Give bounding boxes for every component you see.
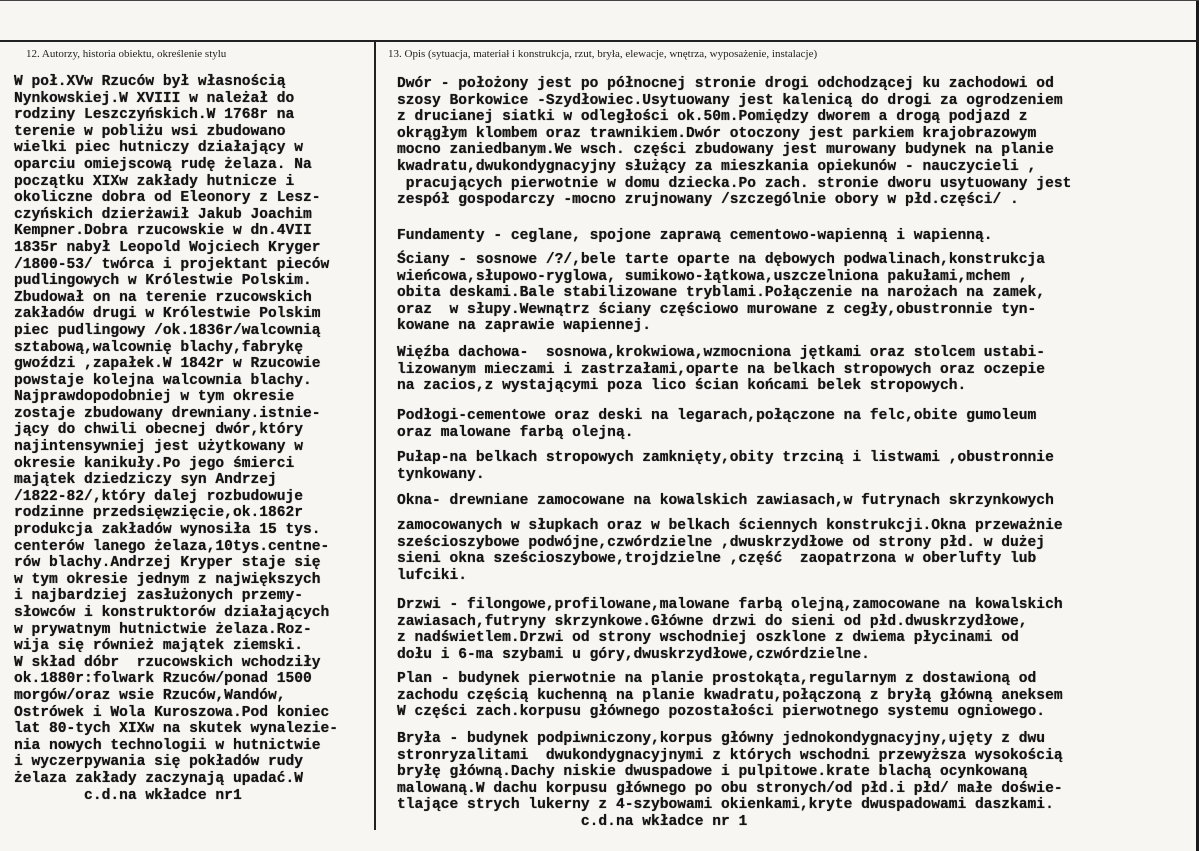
history-line: słowców i konstruktorów działających [14, 605, 330, 621]
description-line: Fundamenty - ceglane, spojone zaprawą cementowo-wapienną i wapienną. [397, 228, 993, 244]
history-line: Kempner.Dobra rzucowskie w dn.4VII [14, 223, 312, 240]
history-line: piec pudlingowy /ok.1836r/walcownią [14, 322, 321, 339]
history-line: nia nowych technologii w hutnictwie [14, 737, 321, 754]
description-paragraph [397, 228, 993, 245]
history-line: jący do chwili obecnej dwór,który [14, 422, 304, 439]
history-line: lat 80-tych XIXw na skutek wynalezie- [14, 721, 339, 738]
top-border [0, 0, 1199, 1]
left-column-header: 12. Autorzy, historia obiektu, określenie stylu [26, 48, 227, 60]
history-line: w tym okresie jednym z największych [14, 571, 321, 588]
description-line: c.d.na wkładce nr 1 [397, 813, 748, 830]
description-line: kowane na zaprawie wapiennej. [397, 318, 651, 335]
description-line: Pułap-na belkach stropowych zamknięty,obity trzciną i listwami ,obustronnie [397, 450, 1054, 466]
description-line: Drzwi - filongowe,profilowane,malowane farbą olejną,zamocowane na kowalskich [397, 597, 1063, 613]
history-line: gwoździ ,zapałek.W 1842r w Rzucowie [14, 356, 321, 373]
description-line: malowaną.W dachu korpusu głównego po obu stronych/od płd.i płd/ małe doświe- [397, 780, 1063, 797]
history-line: sztabową,walcownię blachy,fabrykę [14, 339, 304, 356]
description-paragraph [397, 345, 1045, 395]
description-paragraph [397, 731, 1063, 831]
description-paragraph [397, 76, 1071, 209]
history-line: W skład dóbr rzucowskich wchodziły [14, 654, 321, 671]
description-line: oraz malowane farbą olejną. [397, 424, 634, 441]
description-line: lufciki. [397, 567, 468, 584]
history-line: i najbardziej zasłużonych przemy- [14, 588, 304, 605]
history-line: rów blachy.Andrzej Kryper staje się [14, 555, 321, 572]
history-line: żelaza zakłady zaczynają upadać.W [14, 770, 304, 787]
description-line: zespół gospodarczy -mocno zrujnowany /szczególnie obory w płd.części/ . [397, 192, 1019, 209]
history-line: Najprawdopodobniej w tym okresie [14, 389, 295, 406]
description-line: zawiasach,futryny skrzynkowe.Główne drzwi do sieni od płd.dwuskrzydłowe, [397, 613, 1028, 630]
description-line: kwadratu,dwukondygnacyjny służący za mieszkania opiekunów - nauczycieli , [397, 158, 1037, 175]
history-line: produkcja zakładów wynosiła 15 tys. [14, 522, 321, 539]
history-line: zostaje zbudowany drewniany.istnie- [14, 405, 321, 422]
description-line: z nadświetlem.Drzwi od strony wschodniej oszklone z dwiema płycinami od [397, 630, 1019, 647]
history-line: Ostrówek i Wola Kuroszowa.Pod koniec [14, 704, 330, 721]
description-line: lizowanym mieczami i zastrzałami,oparte na belkach stropowych oraz oczepie [397, 361, 1046, 378]
description-line: obita deskami.Bale stabilizowane tryblami.Połączenie na narożach na zamek, [397, 285, 1046, 302]
description-line: sieni okna sześcioszybowe,trojdzielne ,część zaopatrzona w oberlufty lub [397, 551, 1037, 568]
description-paragraph [397, 597, 1063, 663]
history-line: czyńskich dzierżawił Jakub Joachim [14, 206, 312, 223]
description-line: W części zach.korpusu głównego pozostałości pierwotnego systemu ogniowego. [397, 704, 1046, 721]
history-line: najintensywniej jest użytkowany w [14, 439, 304, 456]
description-paragraph [397, 518, 1063, 584]
history-line: wielki piec hutniczy działający w [14, 140, 304, 157]
description-line: na zacios,z wystającymi poza lico ścian końcami belek stropowych. [397, 378, 967, 395]
description-paragraph [397, 408, 1036, 441]
history-line: c.d.na wkładce nr1 [14, 787, 242, 804]
history-line: oparciu omiejscową rudę żelaza. Na [14, 156, 312, 173]
description-line: Okna- drewniane zamocowane na kowalskich zawiasach,w futrynach skrzynkowych [397, 493, 1054, 509]
history-line: rodziny Leszczyńskich.W 1768r na [14, 107, 295, 124]
description-paragraph [397, 671, 1063, 721]
history-line: Zbudował on na terenie rzucowskich [14, 289, 312, 306]
description-line: bryłę główną.Dachy niskie dwuspadowe i pulpitowe.krate blachą ocynkowaną [397, 764, 1028, 781]
history-line: Nynkowskiej.W XVIII w należał do [14, 90, 295, 107]
description-line: pracujących pierwotnie w domu dziecka.Po zach. stronie dworu usytuowany jest [397, 175, 1072, 192]
description-line: zamocowanych w słupkach oraz w belkach ściennych konstrukcji.Okna przeważnie [397, 518, 1063, 534]
description-paragraph [397, 252, 1045, 335]
description-paragraph [397, 493, 1054, 510]
description-line: stronryzalitami dwukondygnacyjnymi z których wschodni przewyższa wysokością [397, 747, 1063, 764]
history-line: majątek dziedziczy syn Andrzej [14, 472, 277, 489]
history-line: początku XIXw zakłady hutnicze i [14, 173, 295, 190]
history-line: zakładów drugi w Królestwie Polskim [14, 306, 321, 323]
history-line: /1822-82/,który dalej rozbudowuje [14, 488, 304, 505]
history-line: okoliczne dobra od Eleonory z Lesz- [14, 190, 321, 207]
description-line: Ściany - sosnowe /?/,bele tarte oparte na dębowych podwalinach,konstrukcja [397, 252, 1046, 268]
description-line: Więźba dachowa- sosnowa,krokwiowa,wzmocniona jętkami oraz stolcem ustabi- [397, 345, 1046, 361]
history-line: /1800-53/ twórca i projektant pieców [14, 256, 330, 273]
description-line: oraz w słupy.Wewnątrz ściany częściowo murowane z cegły,obustronnie tyn- [397, 301, 1037, 318]
header-divider [0, 40, 1199, 42]
description-line: tlające strych lukerny z 4-szybowami okienkami,kryte dwuspadowami daszkami. [397, 797, 1054, 814]
history-line: okresie kanikuły.Po jego śmierci [14, 455, 295, 472]
description-paragraph [397, 450, 1054, 483]
history-line: i wyczerpywania się pokładów rudy [14, 754, 304, 771]
description-line: dołu i 6-ma szybami u góry,dwuskrzydłowe,czwórdzielne. [397, 646, 870, 663]
description-line: szosy Borkowice -Szydłowiec.Usytuowany jest kalenicą do drogi za ogrodzeniem [397, 92, 1063, 109]
description-line: zachodu częścią kuchenną na planie kwadratu,połączoną z bryłą główną aneksem [397, 687, 1063, 704]
description-line: wieńcowa,słupowo-ryglowa, sumikowo-łątkowa,uszczelniona pakułami,mchem , [397, 268, 1028, 285]
description-line: Dwór - położony jest po północnej stronie drogi odchodzącej ku zachodowi od [397, 76, 1054, 92]
history-line: W poł.XVw Rzuców był własnością [14, 74, 286, 90]
history-line: pudlingowych w Królestwie Polskim. [14, 273, 312, 290]
column-divider [374, 40, 376, 830]
history-line: ok.1880r:folwark Rzuców/ponad 1500 [14, 671, 312, 688]
description-line: Plan - budynek pierwotnie na planie prostokąta,regularnym z dostawioną od [397, 671, 1037, 687]
description-line: sześcioszybowe podwójne,czwórdzielne ,dwuskrzydłowe od strony płd. w dużej [397, 534, 1046, 551]
history-line: rodzinne przedsięwzięcie,ok.1862r [14, 505, 304, 522]
history-line: wija się również majątek ziemski. [14, 638, 304, 655]
history-line: w prywatnym hutnictwie żelaza.Roz- [14, 621, 312, 638]
right-column-header: 13. Opis (sytuacja, materiał i konstrukcja, rzut, bryła, elewacje, wnętrza, wyposażenie, instalacje) [388, 48, 818, 60]
history-line: terenie w pobliżu wsi zbudowano [14, 123, 286, 140]
description-line: z drucianej siatki w odległości ok.50m.Pomiędzy dworem a drogą podjazd z [397, 109, 1028, 126]
description-line: Bryła - budynek podpiwniczony,korpus główny jednokondygnacyjny,ujęty z dwu [397, 731, 1046, 747]
history-line: 1835r nabył Leopold Wojciech Kryger [14, 239, 321, 256]
description-line: tynkowany. [397, 466, 485, 483]
history-line: powstaje kolejna walcownia blachy. [14, 372, 312, 389]
description-line: Podłogi-cementowe oraz deski na legarach,połączone na felc,obite gumoleum [397, 408, 1037, 424]
description-line: okrągłym klombem oraz trawnikiem.Dwór otoczony jest parkiem krajobrazowym [397, 125, 1037, 142]
description-line: mocno zaniedbanym.We wsch. części zbudowany jest murowany budynek na planie [397, 142, 1054, 159]
history-line: morgów/oraz wsie Rzuców,Wandów, [14, 687, 286, 704]
history-text-column [14, 74, 338, 804]
history-line: centerów lanego żelaza,10tys.centne- [14, 538, 330, 555]
